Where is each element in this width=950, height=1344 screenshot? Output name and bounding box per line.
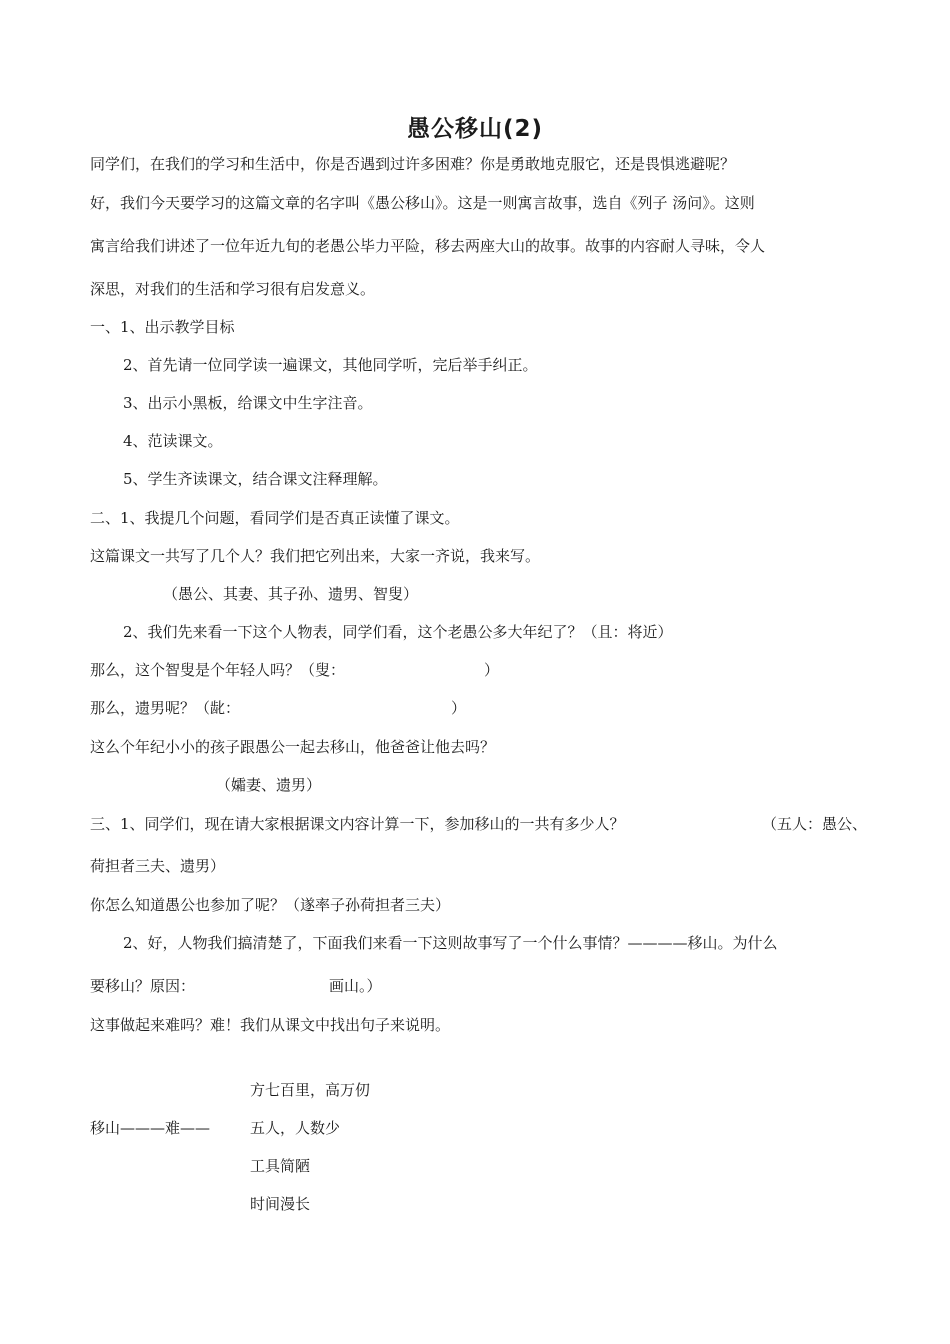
section3-item-1-cont: 荷担者三夫、遗男） bbox=[90, 857, 226, 875]
intro-para-2-line-3: 深思，对我们的生活和学习很有启发意义。 bbox=[90, 280, 376, 298]
section2-yinan-close: ） bbox=[451, 699, 467, 717]
diagram-item: 时间漫长 bbox=[250, 1195, 311, 1213]
section3-item-1-answer: （五人：愚公、 bbox=[762, 815, 868, 833]
diagram-left-label: 移山———难—— bbox=[90, 1119, 211, 1137]
intro-para-2-line-2: 寓言给我们讲述了一位年近九旬的老愚公毕力平险，移去两座大山的故事。故事的内容耐人寻味，令人 bbox=[90, 237, 766, 255]
section2-item-2: 2、我们先来看一下这个人物表，同学们看，这个老愚公多大年纪了？（且：将近） bbox=[123, 623, 673, 641]
intro-para-2-line-1: 好，我们今天要学习的这篇文章的名字叫《愚公移山》。这是一则寓言故事，选自《列子 汤问》。这则 bbox=[90, 194, 755, 212]
section3-item-2: 2、好，人物我们搞清楚了，下面我们来看一下这则故事写了一个什么事情？————移山。为什么 bbox=[123, 934, 778, 952]
diagram-item: 方七百里，高万仞 bbox=[250, 1081, 371, 1099]
section1-item-5: 5、学生齐读课文，结合课文注释理解。 bbox=[123, 470, 388, 488]
section2-question: 这篇课文一共写了几个人？我们把它列出来，大家一齐说，我来写。 bbox=[90, 547, 541, 565]
section3-difficulty: 这事做起来难吗？难！我们从课文中找出句子来说明。 bbox=[90, 1016, 451, 1034]
section2-sou-close: ） bbox=[484, 661, 500, 679]
section3-question: 你怎么知道愚公也参加了呢？（遂率子孙荷担者三夫） bbox=[90, 896, 451, 914]
section2-child-question: 这么个年纪小小的孩子跟愚公一起去移山，他爸爸让他去吗？ bbox=[90, 738, 496, 756]
section1-item-2: 2、首先请一位同学读一遍课文，其他同学听，完后举手纠正。 bbox=[123, 356, 538, 374]
diagram-item: 五人，人数少 bbox=[250, 1119, 341, 1137]
section2-sou-question: 那么，这个智叟是个年轻人吗？（叟： bbox=[90, 661, 346, 679]
section1-item-3: 3、出示小黑板，给课文中生字注音。 bbox=[123, 394, 373, 412]
section3-reason-end: 画山。） bbox=[329, 977, 382, 995]
section3-item-1: 三、1、同学们，现在请大家根据课文内容计算一下，参加移山的一共有多少人？ bbox=[90, 815, 625, 833]
section2-answer: （孀妻、遗男） bbox=[216, 776, 322, 794]
section1-item-1: 一、1、出示教学目标 bbox=[90, 318, 235, 336]
intro-para-1: 同学们，在我们的学习和生活中，你是否遇到过许多困难？你是勇敢地克服它，还是畏惧逃避呢？ bbox=[90, 155, 736, 173]
section1-item-4: 4、范读课文。 bbox=[123, 432, 223, 450]
section2-yinan-question: 那么，遗男呢？（龀： bbox=[90, 699, 241, 717]
page-title: 愚公移山(2) bbox=[406, 116, 544, 142]
diagram-item: 工具简陋 bbox=[250, 1157, 311, 1175]
section2-item-1: 二、1、我提几个问题，看同学们是否真正读懂了课文。 bbox=[90, 509, 460, 527]
section2-characters: （愚公、其妻、其子孙、遗男、智叟） bbox=[163, 585, 419, 603]
section3-reason: 要移山？原因： bbox=[90, 977, 196, 995]
